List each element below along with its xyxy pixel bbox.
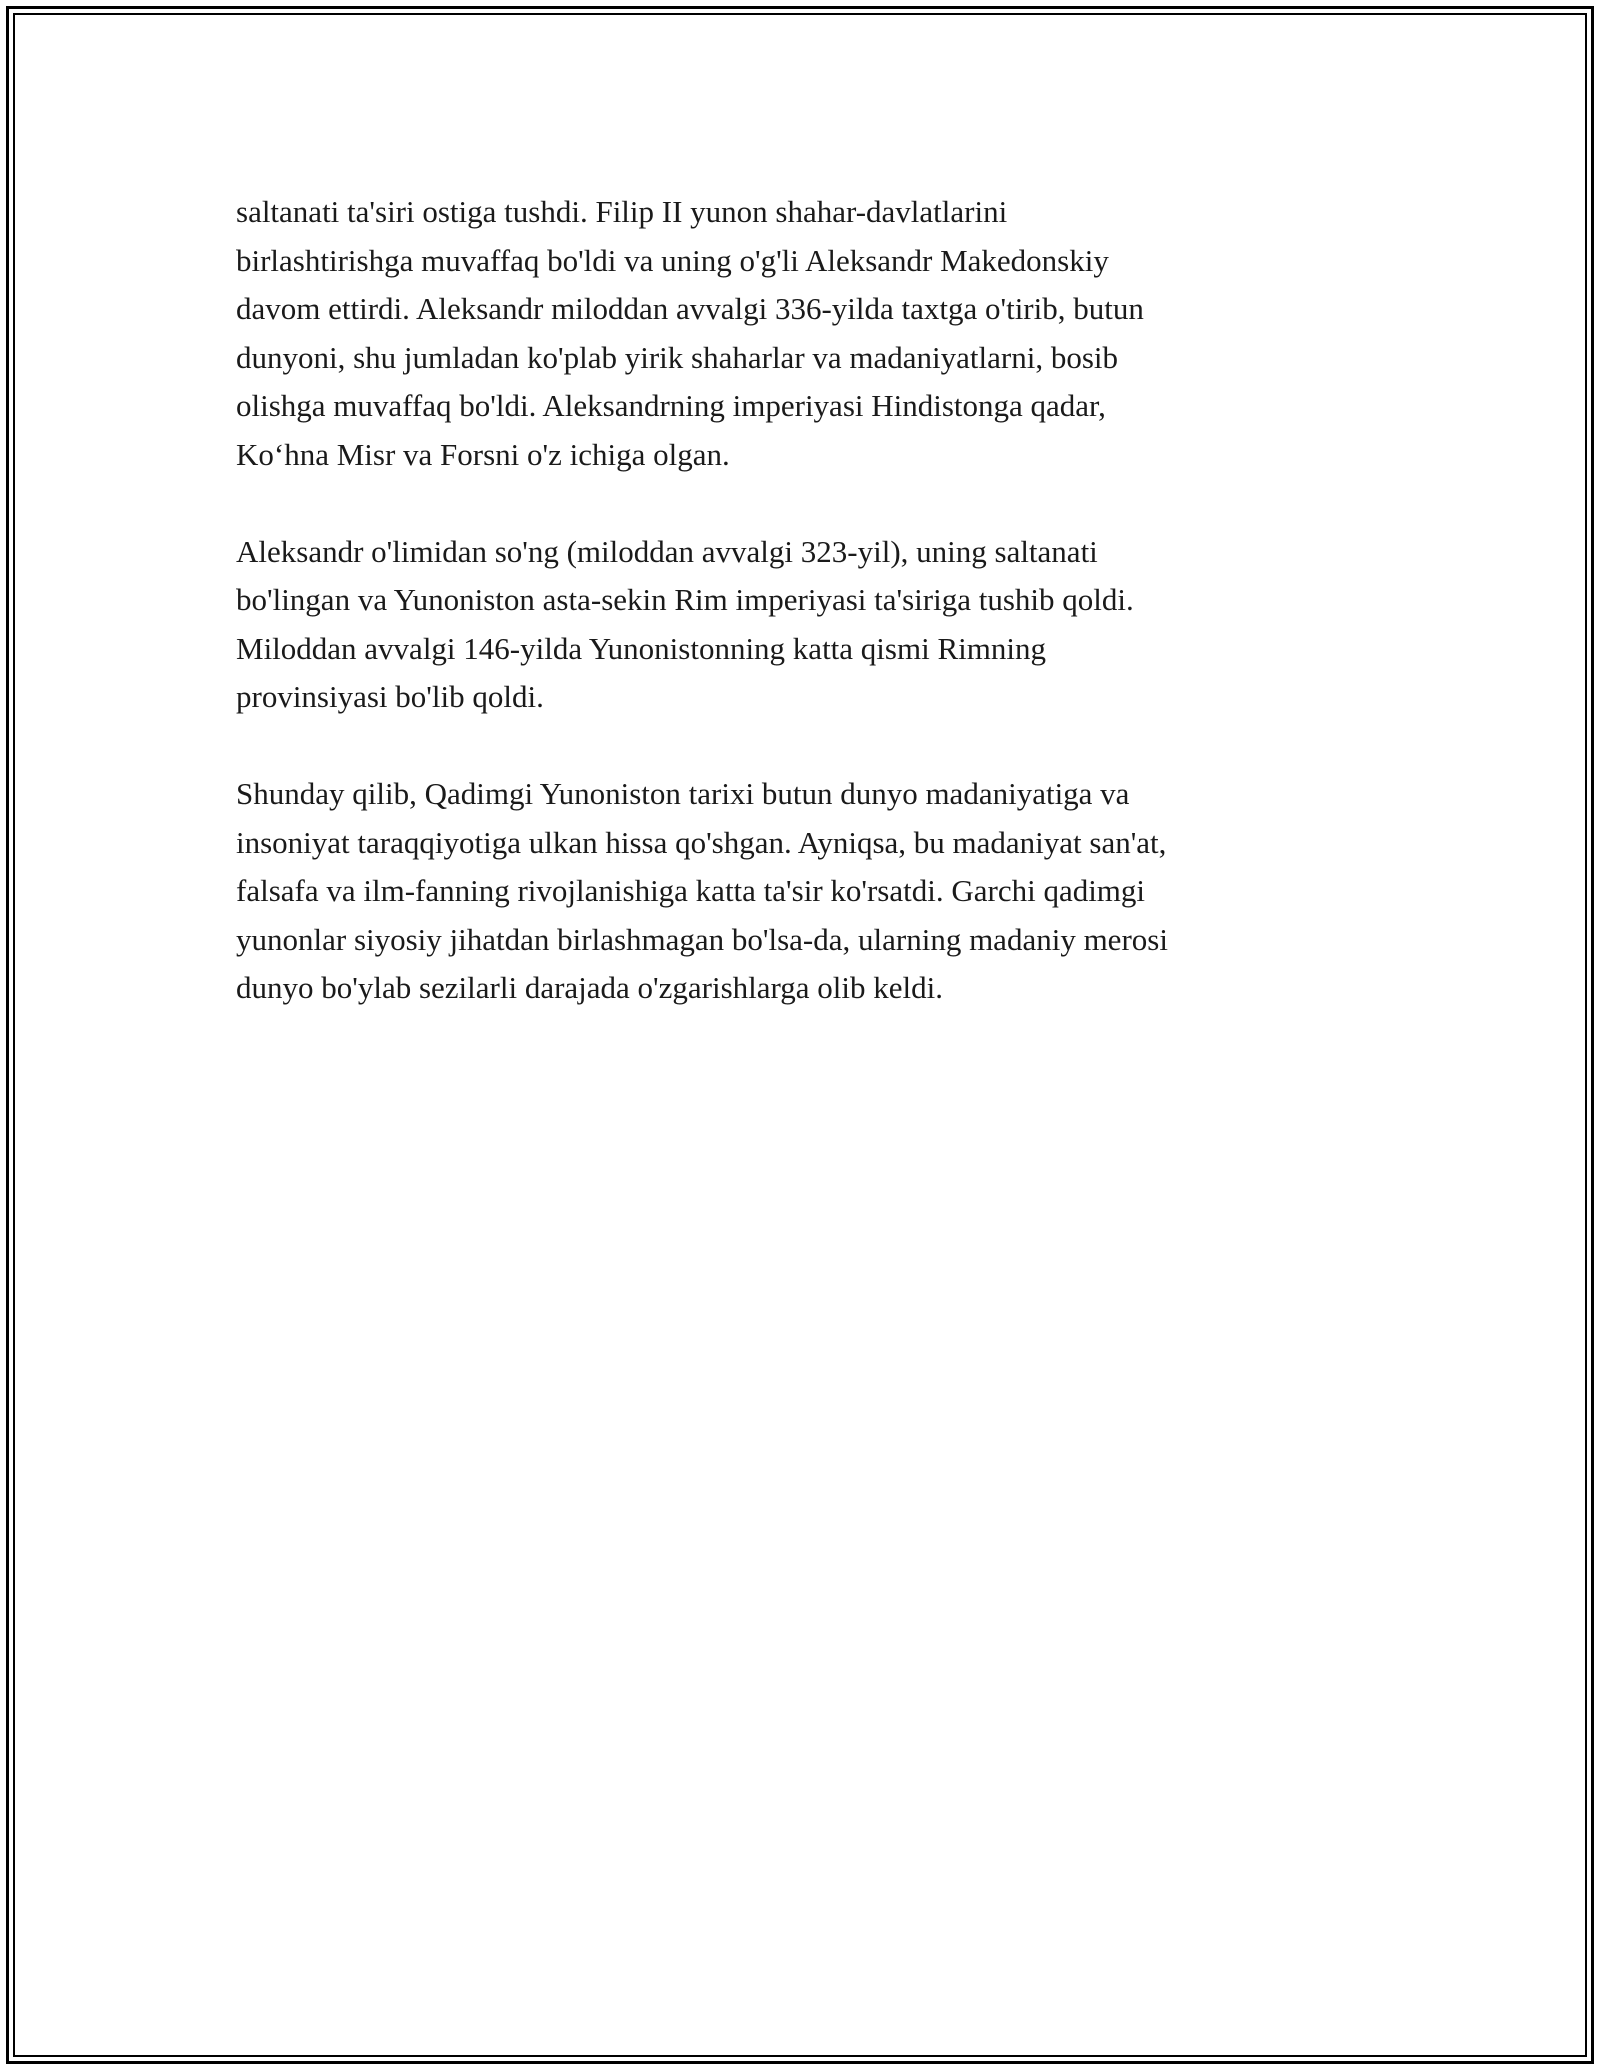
text-line: dunyoni, shu jumladan ko'plab yirik shaharlar va madaniyatlarni, bosib [236, 339, 1119, 375]
text-line: davom ettirdi. Aleksandr miloddan avvalgi 336-yilda taxtga o'tirib, butun [236, 291, 1144, 326]
paragraph-3 [236, 770, 1366, 1013]
text-line: Shunday qilib, Qadimgi Yunoniston tarixi butun dunyo madaniyatiga va [236, 776, 1130, 811]
paragraph-2 [236, 528, 1366, 722]
text-line: birlashtirishga muvaffaq bo'ldi va uning o'g'li Aleksandr Makedonskiy [236, 242, 1109, 278]
document-body [236, 188, 1366, 1061]
text-line: provinsiyasi bo'lib qoldi. [236, 679, 544, 714]
text-line: Miloddan avvalgi 146-yilda Yunonistonning katta qismi Rimning [236, 630, 1046, 666]
text-line: saltanati ta'siri ostiga tushdi. Filip II yunon shahar-davlatlarini [236, 194, 1008, 229]
text-line: dunyo bo'ylab sezilarli darajada o'zgarishlarga olib keldi. [236, 970, 944, 1005]
text-line: yunonlar siyosiy jihatdan birlashmagan bo'lsa-da, ularning madaniy merosi [236, 921, 1168, 957]
text-line: bo'lingan va Yunoniston asta-sekin Rim imperiyasi ta'siriga tushib qoldi. [236, 582, 1134, 617]
text-line: falsafa va ilm-fanning rivojlanishiga katta ta'sir ko'rsatdi. Garchi qadimgi [236, 873, 1146, 908]
text-line: Aleksandr o'limidan so'ng (miloddan avvalgi 323-yil), uning saltanati [236, 533, 1098, 569]
text-line: Ko‘hna Misr va Forsni o'z ichiga olgan. [236, 436, 730, 472]
paragraph-1 [236, 188, 1366, 479]
text-line: insoniyat taraqqiyotiga ulkan hissa qo'shgan. Ayniqsa, bu madaniyat san'at, [236, 824, 1167, 860]
text-line: olishga muvaffaq bo'ldi. Aleksandrning imperiyasi Hindistonga qadar, [236, 388, 1106, 423]
